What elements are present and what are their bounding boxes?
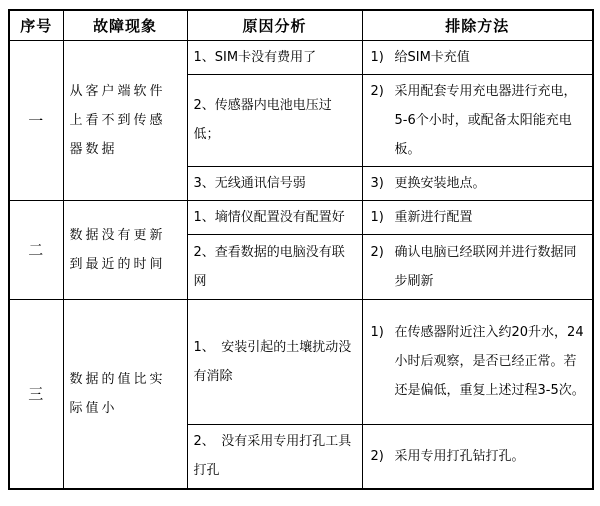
fix-item-text: 采用专用打孔钻打孔。 — [394, 448, 525, 464]
fix-item — [371, 77, 589, 164]
header-row — [9, 10, 593, 40]
fix-item-marker: 1) — [370, 209, 384, 225]
fix-item-text: 重新进行配置 — [394, 209, 473, 225]
fix-method-cell — [362, 166, 593, 200]
fix-item — [371, 238, 589, 296]
fix-method-cell — [362, 40, 593, 74]
fix-item — [371, 318, 589, 405]
fix-item-marker: 1) — [370, 325, 384, 340]
fix-item-marker: 3) — [370, 175, 384, 191]
fix-method-cell — [362, 74, 593, 166]
fix-item — [371, 43, 589, 72]
fix-item-marker: 2) — [370, 448, 384, 464]
fix-item-marker: 2) — [370, 244, 384, 260]
serial-number-cell: 三 — [9, 299, 63, 489]
fault-phenomenon-cell: 数据没有更新到最近的时间 — [63, 200, 187, 299]
fix-method-cell — [362, 234, 593, 299]
fix-item-marker: 2) — [370, 83, 384, 99]
fix-item — [371, 203, 589, 232]
page — [0, 9, 600, 506]
fault-phenomenon-cell: 数据的值比实际值小 — [63, 299, 187, 489]
table-row — [9, 200, 593, 234]
serial-number-cell: 二 — [9, 200, 63, 299]
header-serial-number: 序号 — [9, 10, 63, 40]
serial-number-cell: 一 — [9, 40, 63, 200]
header-fix-method: 排除方法 — [362, 10, 593, 40]
cause-analysis-cell: 1、 安装引起的土壤扰动没有消除 — [187, 299, 362, 424]
fix-item-marker: 1) — [370, 49, 384, 65]
fix-method-cell — [362, 424, 593, 489]
cause-analysis-cell: 2、传感器内电池电压过低； — [187, 74, 362, 166]
cause-analysis-cell: 1、墒情仪配置没有配置好 — [187, 200, 362, 234]
cause-analysis-cell: 2、 没有采用专用打孔工具打孔 — [187, 424, 362, 489]
cause-analysis-cell: 3、无线通讯信号弱 — [187, 166, 362, 200]
fix-item-text: 在传感器附近注入约20升水，24小时后观察，是否已经正常。若还是偏低，重复上述过程3-5次。 — [394, 325, 585, 398]
fault-phenomenon-cell: 从客户端软件上看不到传感器数据 — [63, 40, 187, 200]
fix-item-text: 更换安装地点。 — [394, 175, 486, 191]
cause-analysis-cell: 1、SIM卡没有费用了 — [187, 40, 362, 74]
header-cause-analysis: 原因分析 — [187, 10, 362, 40]
header-fault-phenomenon: 故障现象 — [63, 10, 187, 40]
fix-item — [371, 169, 589, 198]
table-row — [9, 40, 593, 74]
fix-item-text: 采用配套专用充电器进行充电，5-6个小时，或配备太阳能充电板。 — [394, 83, 577, 157]
cause-analysis-cell: 2、查看数据的电脑没有联网 — [187, 234, 362, 299]
fix-item — [371, 442, 589, 471]
table-row — [9, 299, 593, 424]
fix-method-cell — [362, 200, 593, 234]
fault-troubleshooting-table — [8, 9, 594, 490]
fix-item-text: 确认电脑已经联网并进行数据同步刷新 — [394, 244, 577, 289]
fix-item-text: 给SIM卡充值 — [394, 49, 470, 65]
fix-method-cell — [362, 299, 593, 424]
table-body — [9, 40, 593, 489]
